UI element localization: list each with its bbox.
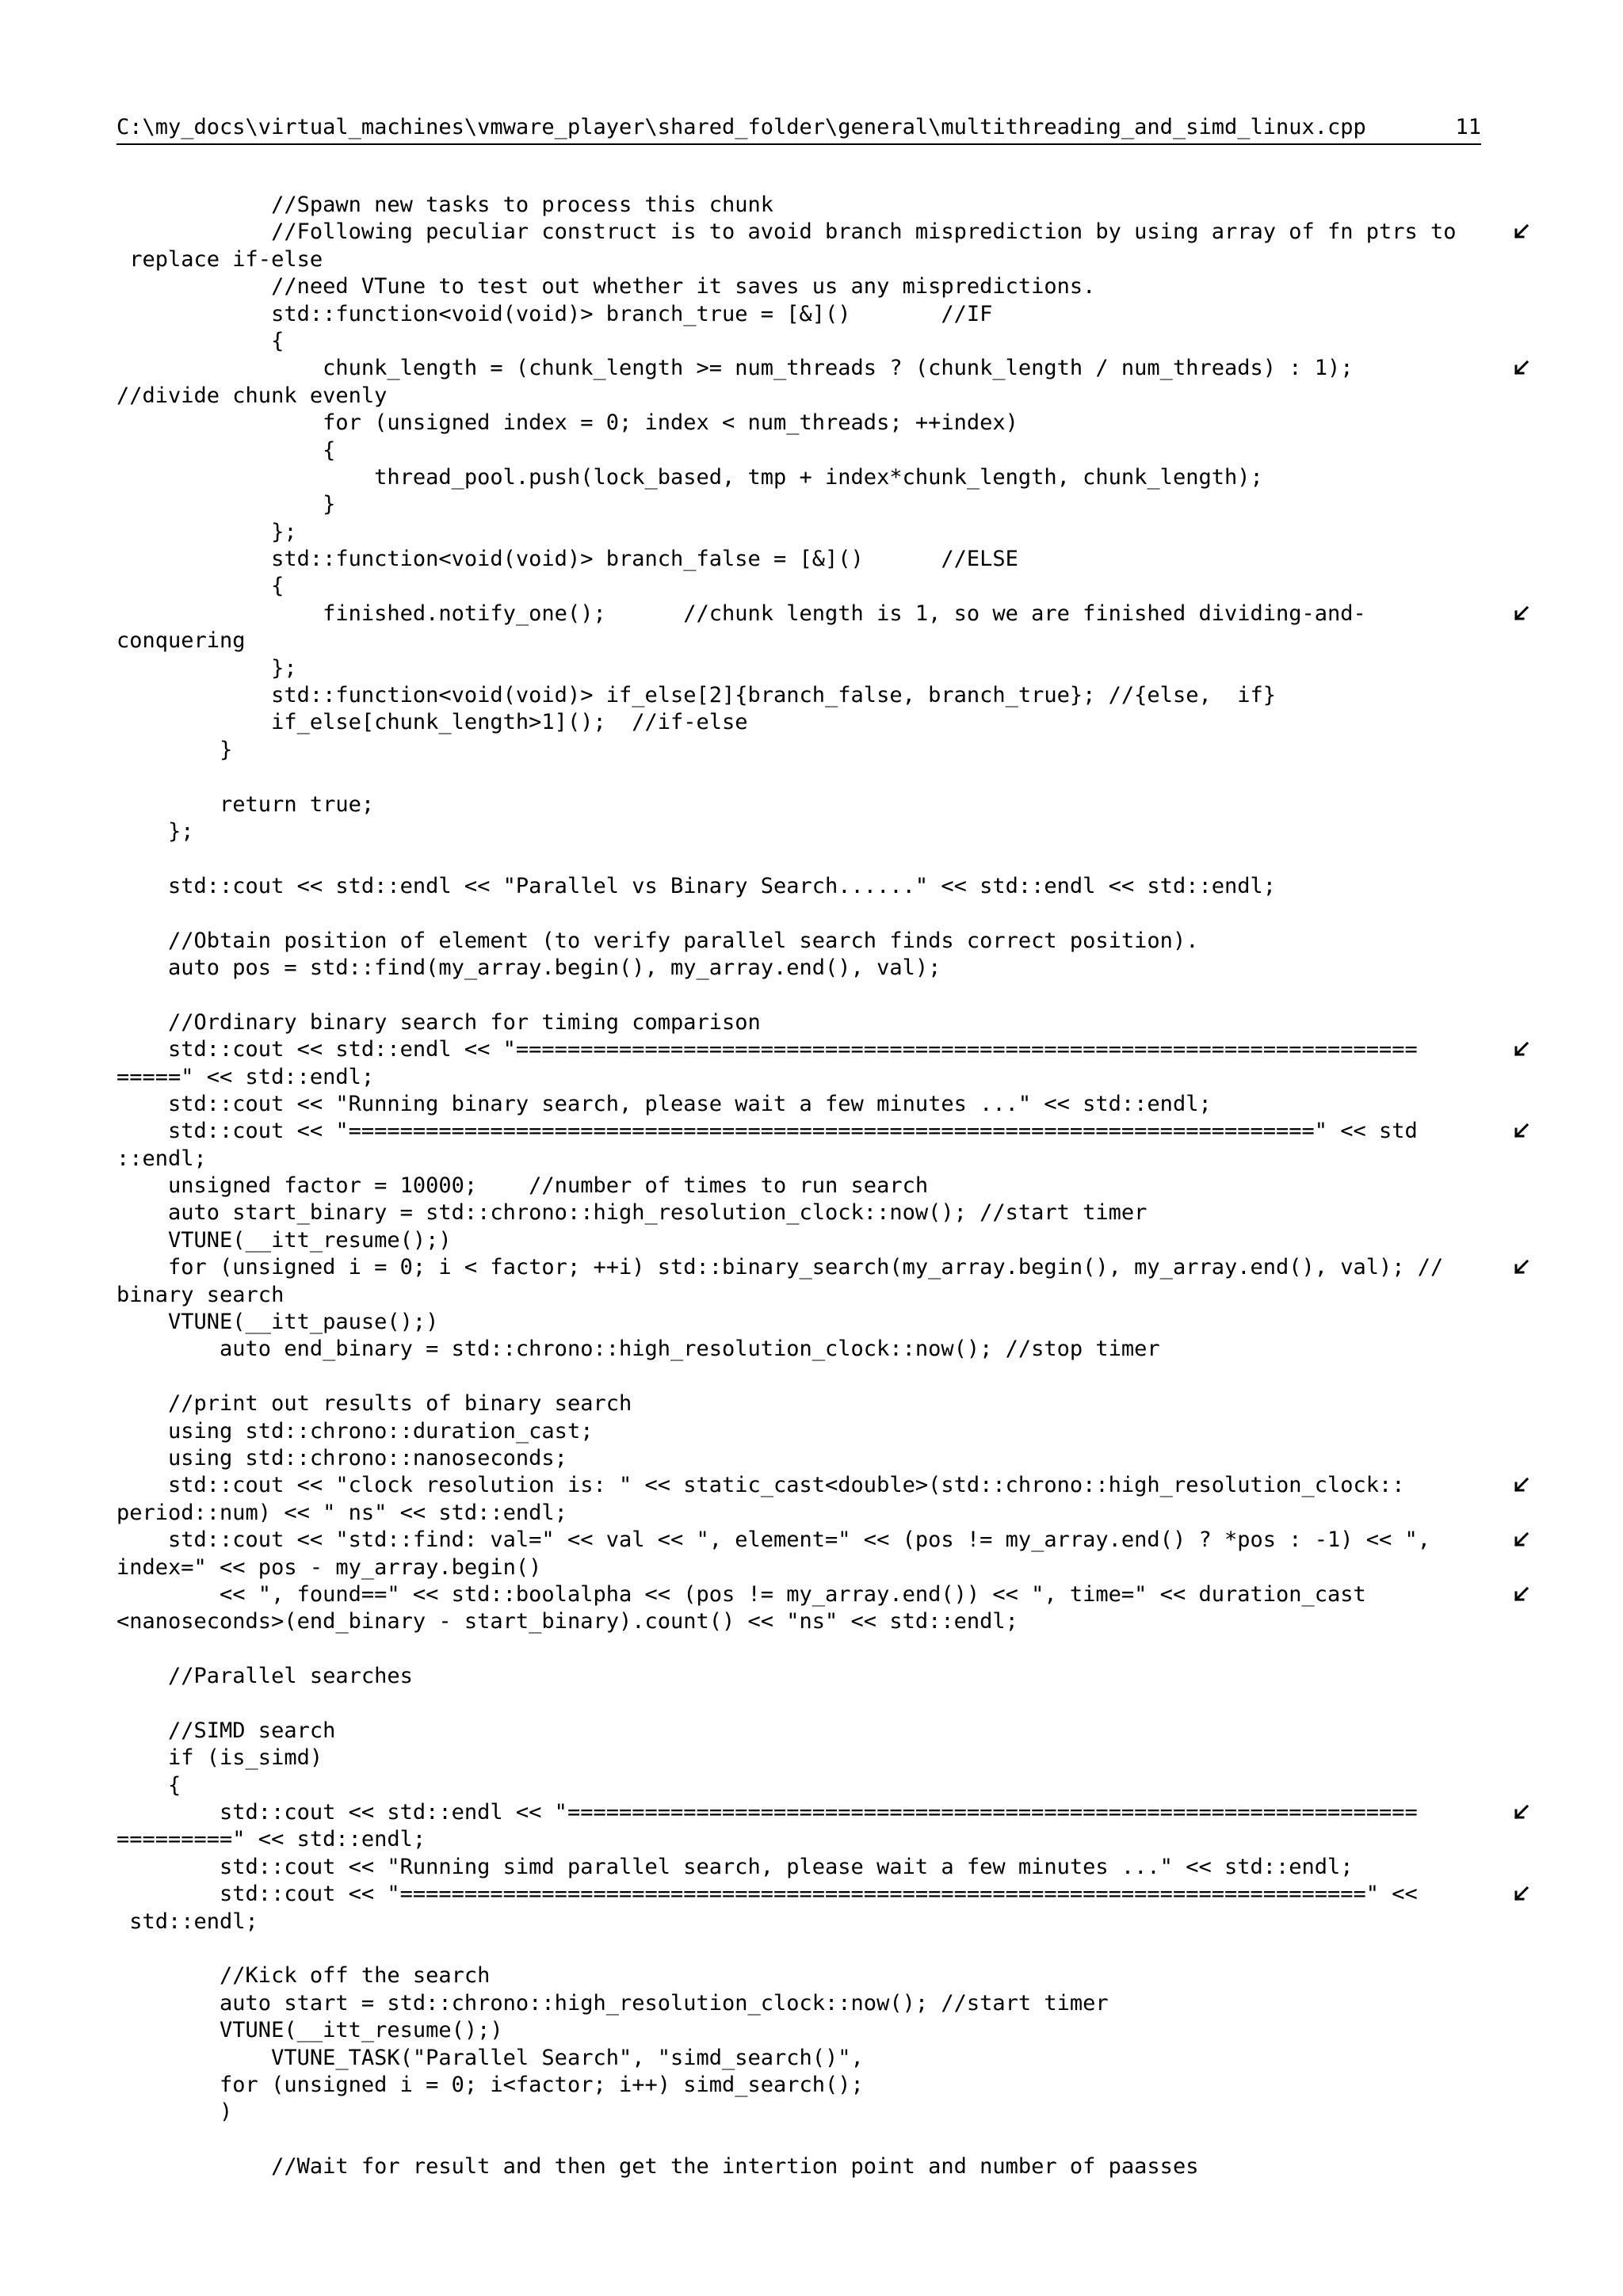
code-line xyxy=(116,1854,1535,1881)
code-line xyxy=(116,1254,1535,1281)
code-line-text: { xyxy=(116,1772,181,1798)
code-line xyxy=(116,982,1535,1009)
code-line xyxy=(116,2126,1535,2153)
code-line xyxy=(116,219,1535,246)
code-line xyxy=(116,1962,1535,1989)
code-line xyxy=(116,1500,1535,1527)
code-line-text: finished.notify_one(); //chunk length is 1, so we are finished dividing-and- xyxy=(116,601,1366,626)
code-line xyxy=(116,273,1535,300)
code-line xyxy=(116,410,1535,437)
code-line-text: if (is_simd) xyxy=(116,1745,323,1771)
line-wrap-arrow-icon xyxy=(1510,1581,1532,1608)
code-line xyxy=(116,955,1535,982)
code-line xyxy=(116,1199,1535,1226)
code-line-text: std::cout << std::endl << "====================================================================== xyxy=(116,1037,1418,1062)
code-line-text: std::cout << "clock resolution is: " << static_cast<double>(std::chrono::high_resolution_clock:: xyxy=(116,1473,1405,1498)
code-line-text: for (unsigned i = 0; i < factor; ++i) std::binary_search(my_array.begin(), my_array.end(), val); // xyxy=(116,1255,1444,1280)
code-line xyxy=(116,1936,1535,1962)
code-line xyxy=(116,601,1535,627)
code-line xyxy=(116,1282,1535,1309)
file-path: C:\my_docs\virtual_machines\vmware_player\shared_folder\general\multithreading_and_simd_linux.cpp xyxy=(116,115,1366,139)
code-line xyxy=(116,464,1535,491)
code-line xyxy=(116,1118,1535,1145)
code-line xyxy=(116,1173,1535,1199)
code-line-text: }; xyxy=(116,519,297,544)
code-line-text: std::cout << "Running simd parallel search, please wait a few minutes ..." << std::endl; xyxy=(116,1854,1354,1879)
line-wrap-arrow-icon xyxy=(1510,1254,1532,1281)
code-line-text: std::cout << "std::find: val=" << val << ", element=" << (pos != my_array.end() ? *pos : -1) << ", xyxy=(116,1527,1431,1553)
code-line-text: std::cout << "===========================================================================" << std xyxy=(116,1119,1418,1144)
code-line-text: VTUNE(__itt_resume();) xyxy=(116,1227,452,1253)
code-line xyxy=(116,1363,1535,1390)
code-line xyxy=(116,1581,1535,1608)
line-wrap-arrow-icon xyxy=(1510,1036,1532,1063)
code-line-text: unsigned factor = 10000; //number of times to run search xyxy=(116,1173,929,1199)
code-line xyxy=(116,791,1535,818)
code-line-text: //Wait for result and then get the intertion point and number of paasses xyxy=(116,2154,1199,2180)
code-line-text: { xyxy=(116,574,285,599)
code-line-text: std::cout << "===========================================================================" << xyxy=(116,1882,1418,1907)
line-wrap-arrow-icon xyxy=(1510,1118,1532,1145)
code-line-text: for (unsigned i = 0; i<factor; i++) simd_search(); xyxy=(116,2072,864,2097)
code-line xyxy=(116,1881,1535,1908)
code-line-text: auto start = std::chrono::high_resolution_clock::now(); //start timer xyxy=(116,1990,1109,2016)
code-line xyxy=(116,873,1535,900)
code-line-text: VTUNE_TASK("Parallel Search", "simd_search()", xyxy=(116,2045,864,2070)
code-line xyxy=(116,1091,1535,1118)
code-line xyxy=(116,1745,1535,1772)
code-line-text: //divide chunk evenly xyxy=(116,383,388,408)
code-line xyxy=(116,928,1535,955)
code-line xyxy=(116,1227,1535,1254)
code-line xyxy=(116,546,1535,573)
code-line-text: return true; xyxy=(116,791,375,817)
line-wrap-arrow-icon xyxy=(1510,219,1532,246)
code-line-text: std::endl; xyxy=(116,1909,258,1934)
code-line-text: std::cout << std::endl << "Parallel vs Binary Search......" << std::endl << std::endl; xyxy=(116,873,1276,898)
code-line-text: thread_pool.push(lock_based, tmp + index*chunk_length, chunk_length); xyxy=(116,464,1263,490)
code-line xyxy=(116,1309,1535,1336)
code-line xyxy=(116,192,1535,219)
code-line xyxy=(116,1009,1535,1036)
line-wrap-arrow-icon xyxy=(1510,1527,1532,1554)
line-wrap-arrow-icon xyxy=(1510,601,1532,627)
code-line-text: binary search xyxy=(116,1282,285,1307)
code-line xyxy=(116,737,1535,764)
code-listing xyxy=(116,192,1535,2181)
code-line xyxy=(116,383,1535,410)
code-line-text: { xyxy=(116,328,285,353)
code-line xyxy=(116,2153,1535,2180)
code-line-text: //Obtain position of element (to verify parallel search finds correct position). xyxy=(116,928,1199,953)
code-line xyxy=(116,1909,1535,1936)
line-wrap-arrow-icon xyxy=(1510,1881,1532,1908)
code-line-text: std::cout << "Running binary search, please wait a few minutes ..." << std::endl; xyxy=(116,1091,1212,1116)
code-line xyxy=(116,1472,1535,1499)
code-line-text: auto end_binary = std::chrono::high_resolution_clock::now(); //stop timer xyxy=(116,1337,1160,1362)
code-line xyxy=(116,1608,1535,1635)
code-line-text: } xyxy=(116,737,233,762)
code-line xyxy=(116,2072,1535,2099)
page-header xyxy=(116,113,1481,145)
code-line xyxy=(116,2017,1535,2044)
code-line-text: for (unsigned index = 0; index < num_threads; ++index) xyxy=(116,410,1018,436)
code-line xyxy=(116,818,1535,845)
code-line-text: auto start_binary = std::chrono::high_resolution_clock::now(); //start timer xyxy=(116,1200,1148,1226)
code-line-text: }; xyxy=(116,655,297,681)
code-line xyxy=(116,1772,1535,1799)
code-line-text: std::function<void(void)> if_else[2]{branch_false, branch_true}; //{else, if} xyxy=(116,683,1276,708)
code-line xyxy=(116,1146,1535,1173)
code-line xyxy=(116,1663,1535,1690)
code-line xyxy=(116,1336,1535,1363)
code-line-text: { xyxy=(116,437,336,463)
code-line-text: =========" << std::endl; xyxy=(116,1827,426,1852)
code-line xyxy=(116,355,1535,382)
code-line-text: std::cout << std::endl << "================================================================== xyxy=(116,1800,1418,1825)
code-line-text: //Spawn new tasks to process this chunk xyxy=(116,193,774,217)
code-line-text: std::function<void(void)> branch_false = [&]() //ELSE xyxy=(116,547,1018,572)
code-line xyxy=(116,1418,1535,1445)
code-line xyxy=(116,491,1535,518)
code-line xyxy=(116,1064,1535,1091)
code-line-text: period::num) << " ns" << std::endl; xyxy=(116,1500,567,1525)
code-line-text: } xyxy=(116,492,336,517)
code-line xyxy=(116,1826,1535,1853)
code-line-text: using std::chrono::duration_cast; xyxy=(116,1418,594,1444)
code-line-text: if_else[chunk_length>1](); //if-else xyxy=(116,710,748,735)
code-line-text: std::function<void(void)> branch_true = [&]() //IF xyxy=(116,301,993,326)
code-line-text: =====" << std::endl; xyxy=(116,1064,375,1089)
code-line-text: index=" << pos - my_array.begin() xyxy=(116,1554,542,1580)
code-line-text: //Ordinary binary search for timing comparison xyxy=(116,1009,761,1035)
code-line xyxy=(116,519,1535,546)
code-line xyxy=(116,2099,1535,2126)
code-line xyxy=(116,1445,1535,1472)
code-line-text: //print out results of binary search xyxy=(116,1391,632,1417)
code-line xyxy=(116,1390,1535,1417)
line-wrap-arrow-icon xyxy=(1510,1799,1532,1826)
code-line-text: chunk_length = (chunk_length >= num_threads ? (chunk_length / num_threads) : 1); xyxy=(116,356,1354,381)
code-line-text: //Parallel searches xyxy=(116,1664,413,1689)
line-wrap-arrow-icon xyxy=(1510,1472,1532,1499)
code-line-text: VTUNE(__itt_pause();) xyxy=(116,1310,439,1335)
code-line xyxy=(116,627,1535,654)
code-line xyxy=(116,437,1535,464)
code-line xyxy=(116,573,1535,600)
code-line-text: auto pos = std::find(my_array.begin(), my_array.end(), val); xyxy=(116,955,941,980)
code-line xyxy=(116,246,1535,273)
code-line xyxy=(116,301,1535,328)
code-line xyxy=(116,1636,1535,1663)
code-line-text: //Following peculiar construct is to avoid branch misprediction by using array of fn ptrs to xyxy=(116,219,1457,245)
code-line-text: //SIMD search xyxy=(116,1718,336,1743)
code-line xyxy=(116,2045,1535,2072)
code-line-text: //Kick off the search xyxy=(116,1963,491,1989)
code-line xyxy=(116,1690,1535,1717)
code-line xyxy=(116,682,1535,709)
page-number: 11 xyxy=(1455,115,1481,139)
code-line xyxy=(116,1718,1535,1745)
code-line-text: << ", found==" << std::boolalpha << (pos != my_array.end()) << ", time=" << duration_cast xyxy=(116,1581,1366,1607)
code-line-text: ::endl; xyxy=(116,1146,207,1171)
code-line xyxy=(116,764,1535,791)
code-line-text: using std::chrono::nanoseconds; xyxy=(116,1445,567,1470)
code-line xyxy=(116,1990,1535,2017)
code-line-text: <nanoseconds>(end_binary - start_binary).count() << "ns" << std::endl; xyxy=(116,1609,1018,1634)
code-line-text: VTUNE(__itt_resume();) xyxy=(116,2018,503,2043)
code-line-text: }; xyxy=(116,818,194,844)
code-line-text: conquering xyxy=(116,628,246,654)
code-line xyxy=(116,900,1535,927)
code-line xyxy=(116,709,1535,736)
code-line-text: ) xyxy=(116,2100,233,2125)
code-line-text: replace if-else xyxy=(116,246,323,272)
code-line-text: //need VTune to test out whether it saves us any mispredictions. xyxy=(116,274,1096,299)
line-wrap-arrow-icon xyxy=(1510,355,1532,382)
code-line xyxy=(116,1799,1535,1826)
code-line xyxy=(116,1554,1535,1581)
code-line xyxy=(116,328,1535,355)
code-line xyxy=(116,655,1535,682)
code-line xyxy=(116,1527,1535,1554)
code-line xyxy=(116,845,1535,872)
code-line xyxy=(116,1036,1535,1063)
